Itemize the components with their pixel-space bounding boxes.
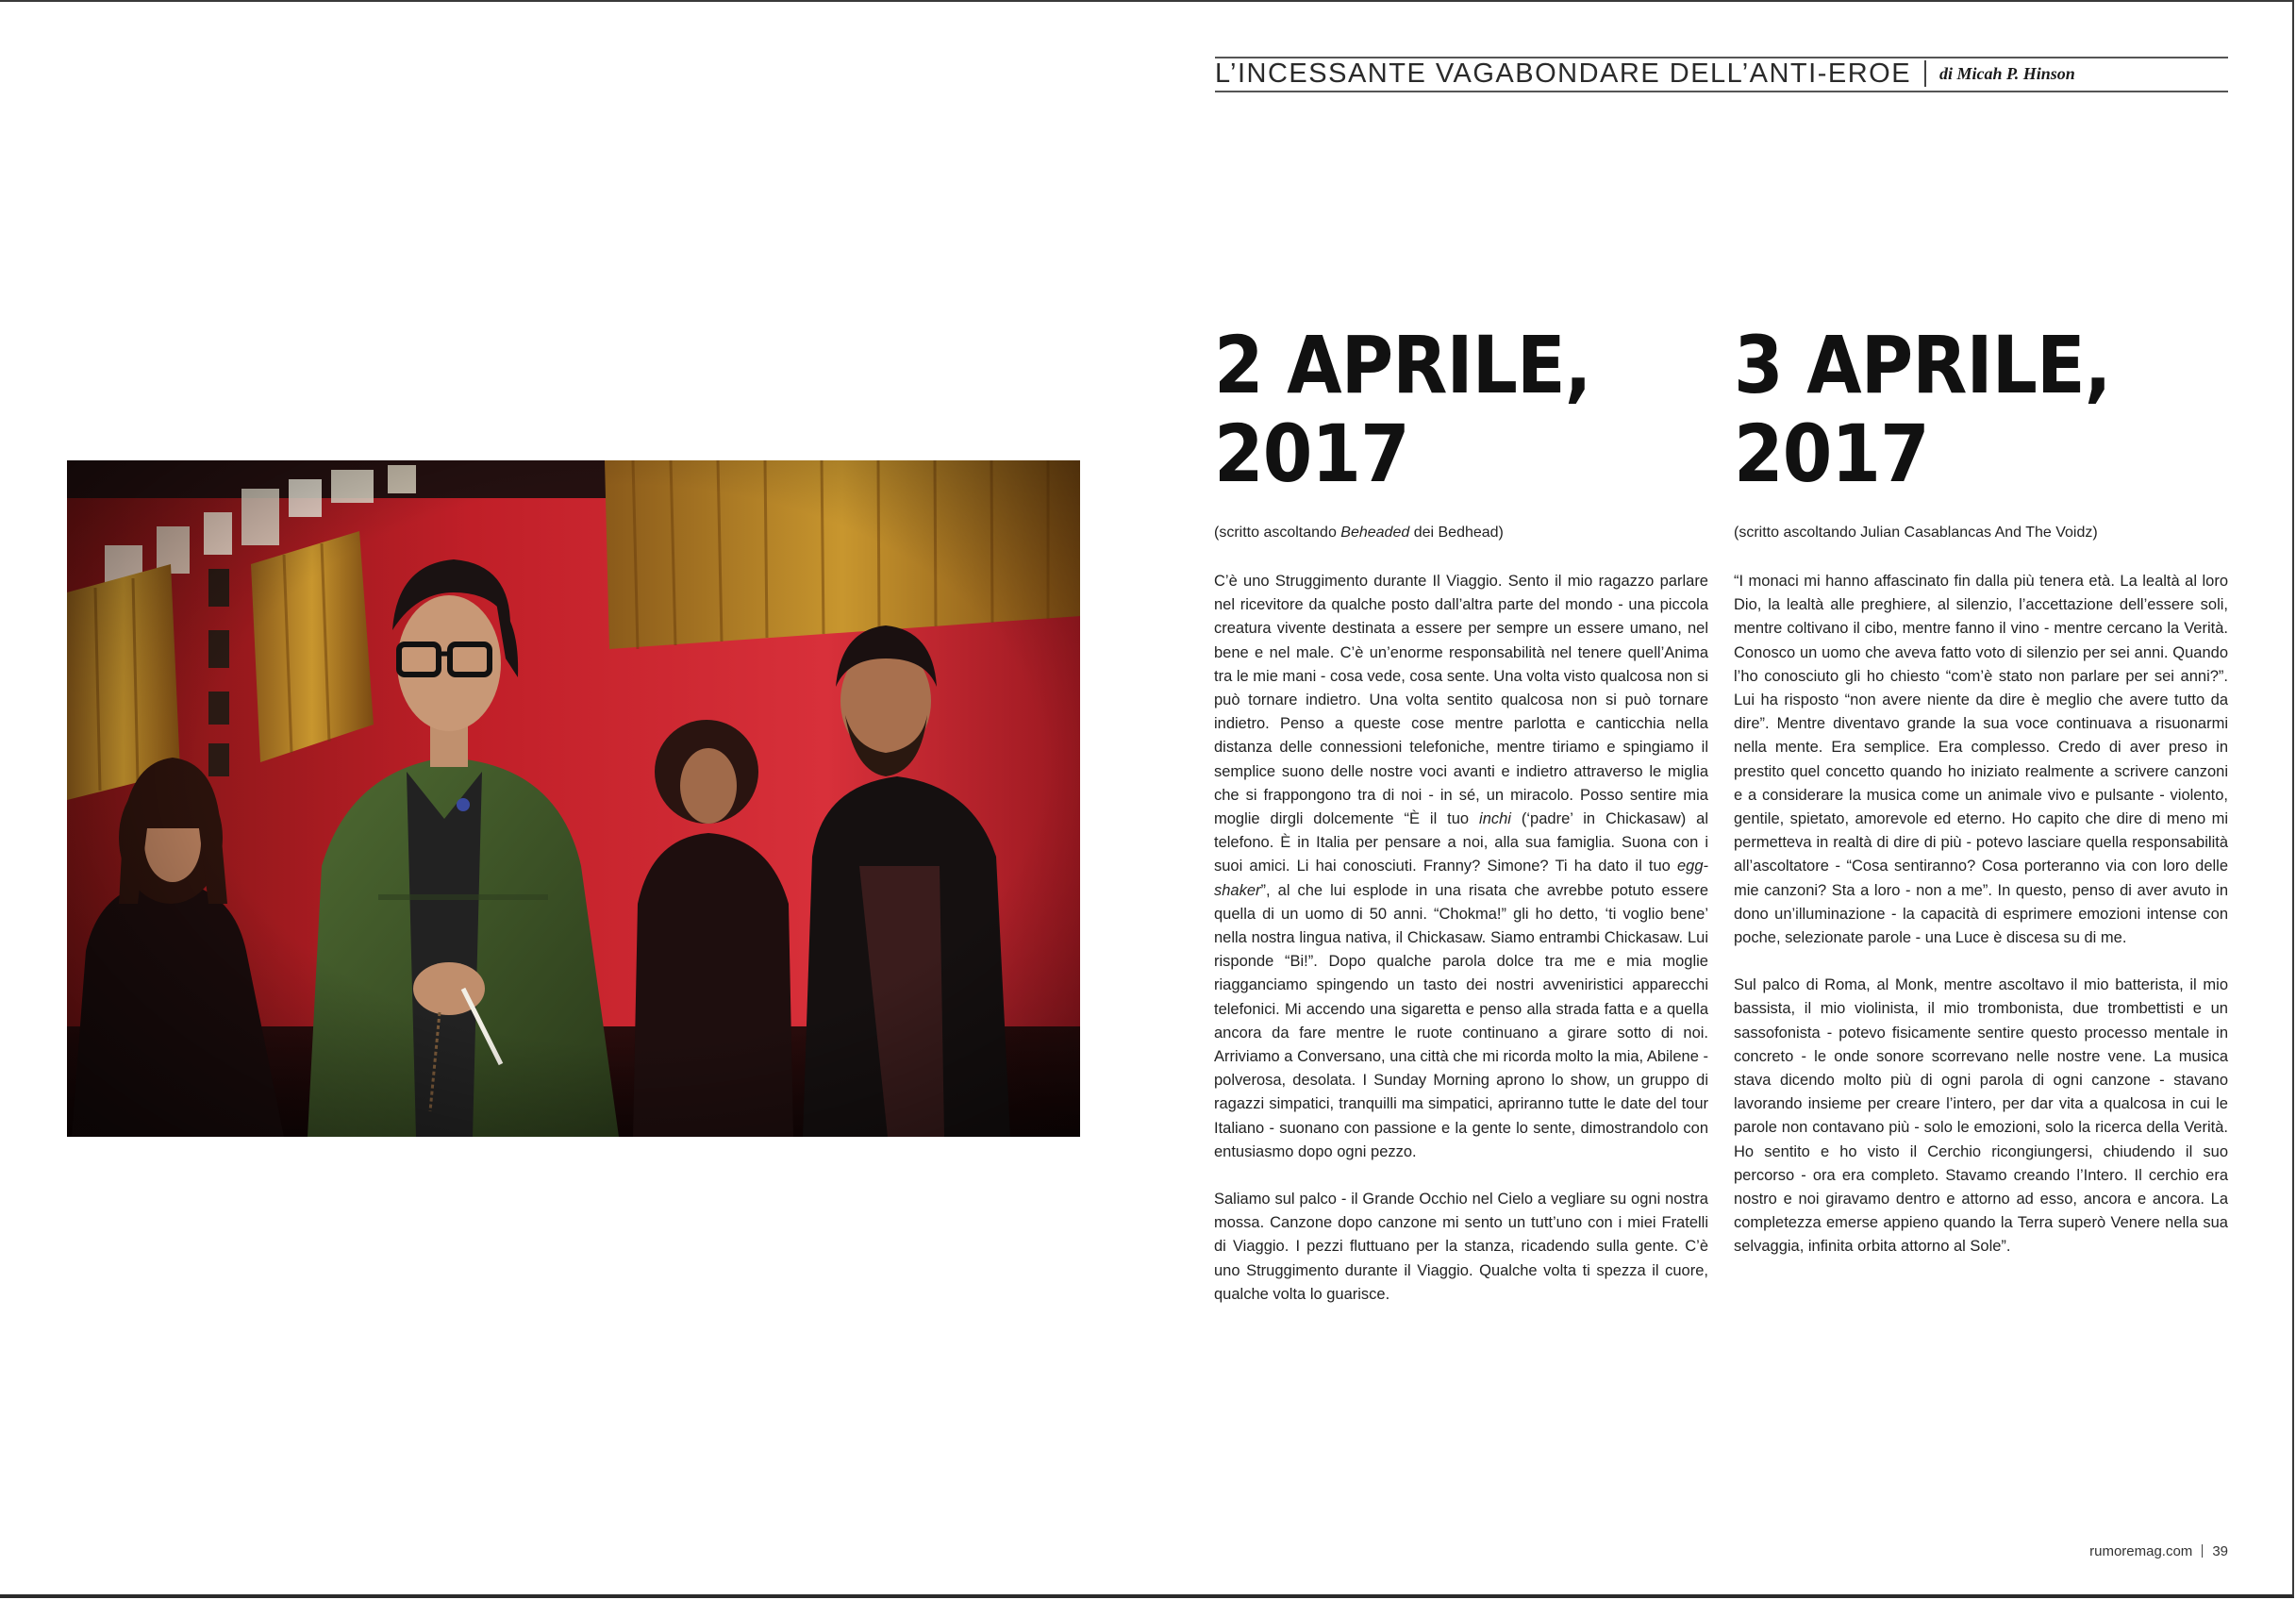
header-author: di Micah P. Hinson <box>1939 63 2075 83</box>
page-number: 39 <box>2212 1543 2228 1559</box>
entry-april-3 <box>1734 321 2228 1259</box>
entry-paragraph: Sul palco di Roma, al Monk, mentre ascoltavo il mio batterista, il mio bassista, il mio violinista, il mio trombonista, due trombettisti e un sassofonista - potevo fisicamente sentire questo processo mentale in concreto - le onde sonore scorrevano nelle nostre vene. La musica stava dicendo molto più di ogni parola di ogni canzone - stavano lavorando insieme per creare l’intero, per dar vita a qualcosa in cui le parole non contavano più - solo le emozioni, solo la ricerca della Verità. Ho sentito e ho visto il Cerchio ricongiungersi, chiudendo il suo percorso - ora era completo. Stavamo creando l’Intero. Il cerchio era nostro e noi giravamo dentro e attorno ad esso, ancora e ancora. La completezza emerse appieno quando la Terra superò Venere nella sua selvaggia, infinita orbita attorno al Sole”. <box>1734 976 2228 1256</box>
header-separator <box>1924 60 1926 87</box>
entry-paragraph: “I monaci mi hanno affascinato fin dalla più tenera età. La lealtà al loro Dio, la lealtà alle preghiere, al silenzio, l’accettazione dell’essere soli, mentre coltivano il cibo, mentre fanno il vino - mentre cercano la Verità. Conosco un uomo che aveva fatto voto di silenzio per sei anni. Quando l’ho conosciuto gli ho chiesto “com’è stato non parlare per sei anni?”. Lui ha risposto “non avere niente da dire è meglio che avere tutto da dire”. Mentre diventavo grande la sua voce continuava a risuonarmi nella mente. Era semplice. Era complesso. Credo di aver preso in prestito quel concetto quando ho iniziato realmente a scrivere canzoni e a considerare la musica come un animale vivo e pulsante - violento, gentile, spietato, amorevole ed eterno. Ho capito che dire di meno mi permetteva in realtà di dire di più - potevo lasciare quella responsabilità all’ascoltatore - “Cosa sentiranno? Cosa porteranno via con loro delle mie canzoni? Sta a loro - non a me”. In questo, penso di aver avuto in dono un’illuminazione - la capacità di esprimere emozioni intense con poche, selezionate parole - una Luce è discesa su di me. <box>1734 573 2228 947</box>
footer-site: rumoremag.com <box>2089 1543 2193 1559</box>
paragraph-italic-inchi: inchi <box>1479 810 1511 828</box>
entry-date-heading <box>1214 321 1659 498</box>
listening-note-suffix: dei Bedhead) <box>1409 525 1504 541</box>
band-photo-image <box>67 460 1080 1137</box>
listening-note <box>1214 525 1708 547</box>
date-line-1: 2 APRILE, <box>1214 319 1591 411</box>
footer-separator <box>2202 1544 2203 1558</box>
header-rule-bottom <box>1215 91 2228 92</box>
date-line-2: 2017 <box>1214 408 1409 500</box>
date-line-2: 2017 <box>1734 408 1929 500</box>
entry-paragraph <box>1214 570 1708 1164</box>
paragraph-text: ”, al che lui esplode in una risata che avrebbe potuto essere quella di un uomo di 50 anni. “Chokma!” gli ho detto, ‘ti voglio bene’ nella nostra lingua nativa, il Chickasaw. Siamo entrambi Chickasaw. Lui risponde “Bi!”. Dopo qualche parola dolce tra me e mia moglie riagganciamo spingendo un tasto dei nostri avveniristici apparecchi telefonici. Mi accendo una sigaretta e penso alla strada fatta e a quella ancora da fare mentre le ruote continuano a girare sotto di noi. Arriviamo a Conversano, una città che mi ricorda molto la mia, Abilene - polverosa, desolata. I Sunday Morning aprono lo show, un gruppo di ragazzi simpatici, tranquilli ma simpatici, apriranno tutte le date del tour Italiano - suonano con passione e la gente lo sente, dimostrandolo con entusiasmo dopo ogni pezzo. <box>1214 881 1708 1160</box>
running-header <box>1215 58 2228 89</box>
paragraph-text: (‘padre’ in Chickasaw) al telefono. È in Italia per pensare a noi, alla sua famiglia. Suona con i suoi amici. Li hai conosciuti. Franny? Simone? Ti ha dato il tuo <box>1214 810 1709 875</box>
page-footer <box>2089 1543 2228 1559</box>
listening-note: (scritto ascoltando Julian Casablancas And The Voidz) <box>1734 525 2098 541</box>
entry-april-2 <box>1214 321 1708 1307</box>
listening-note-work: Beheaded <box>1340 525 1410 541</box>
listening-note-prefix: (scritto ascoltando <box>1214 525 1341 541</box>
entry-date-heading <box>1734 321 2179 498</box>
entry-paragraph: Saliamo sul palco - il Grande Occhio nel Cielo a vegliare su ogni nostra mossa. Canzone dopo canzone mi sento un tutt’uno con i miei Fratelli di Viaggio. I pezzi fluttuano per la stanza, ricadendo sulla gente. C’è uno Struggimento durante il Viaggio. Qualche volta ti spezza il cuore, qualche volta lo guarisce. <box>1214 1191 1708 1303</box>
band-photo <box>67 460 1080 1137</box>
paragraph-italic-egg-shaker: egg-shaker <box>1214 858 1708 899</box>
header-title: L’INCESSANTE VAGABONDARE DELL’ANTI-EROE <box>1215 58 1912 89</box>
paragraph-text: C’è uno Struggimento durante Il Viaggio. Sento il mio ragazzo parlare nel ricevitore da qualche posto dall’altra parte del mondo - una piccola creatura vivente destinata a essere per sempre un essere umano, nel bene e nel male. C’è un’enorme responsabilità nel tenere quell’Anima tra le mie mani - cosa vede, cosa sente. Una volta visto qualcosa non si può tornare indietro. Una volta sentito qualcosa non si può tornare indietro. Penso a queste cose mentre parlotta e canticchia nella distanza delle connessioni telefoniche, mentre tiriamo e spingiamo il semplice suono delle nostre voci avanti e indietro attraverso le miglia che si frappongono tra di noi - in sé, un miracolo. Posso sentire mia moglie dirgli dolcemente “È il tuo <box>1214 573 1708 828</box>
date-line-1: 3 APRILE, <box>1734 319 2111 411</box>
